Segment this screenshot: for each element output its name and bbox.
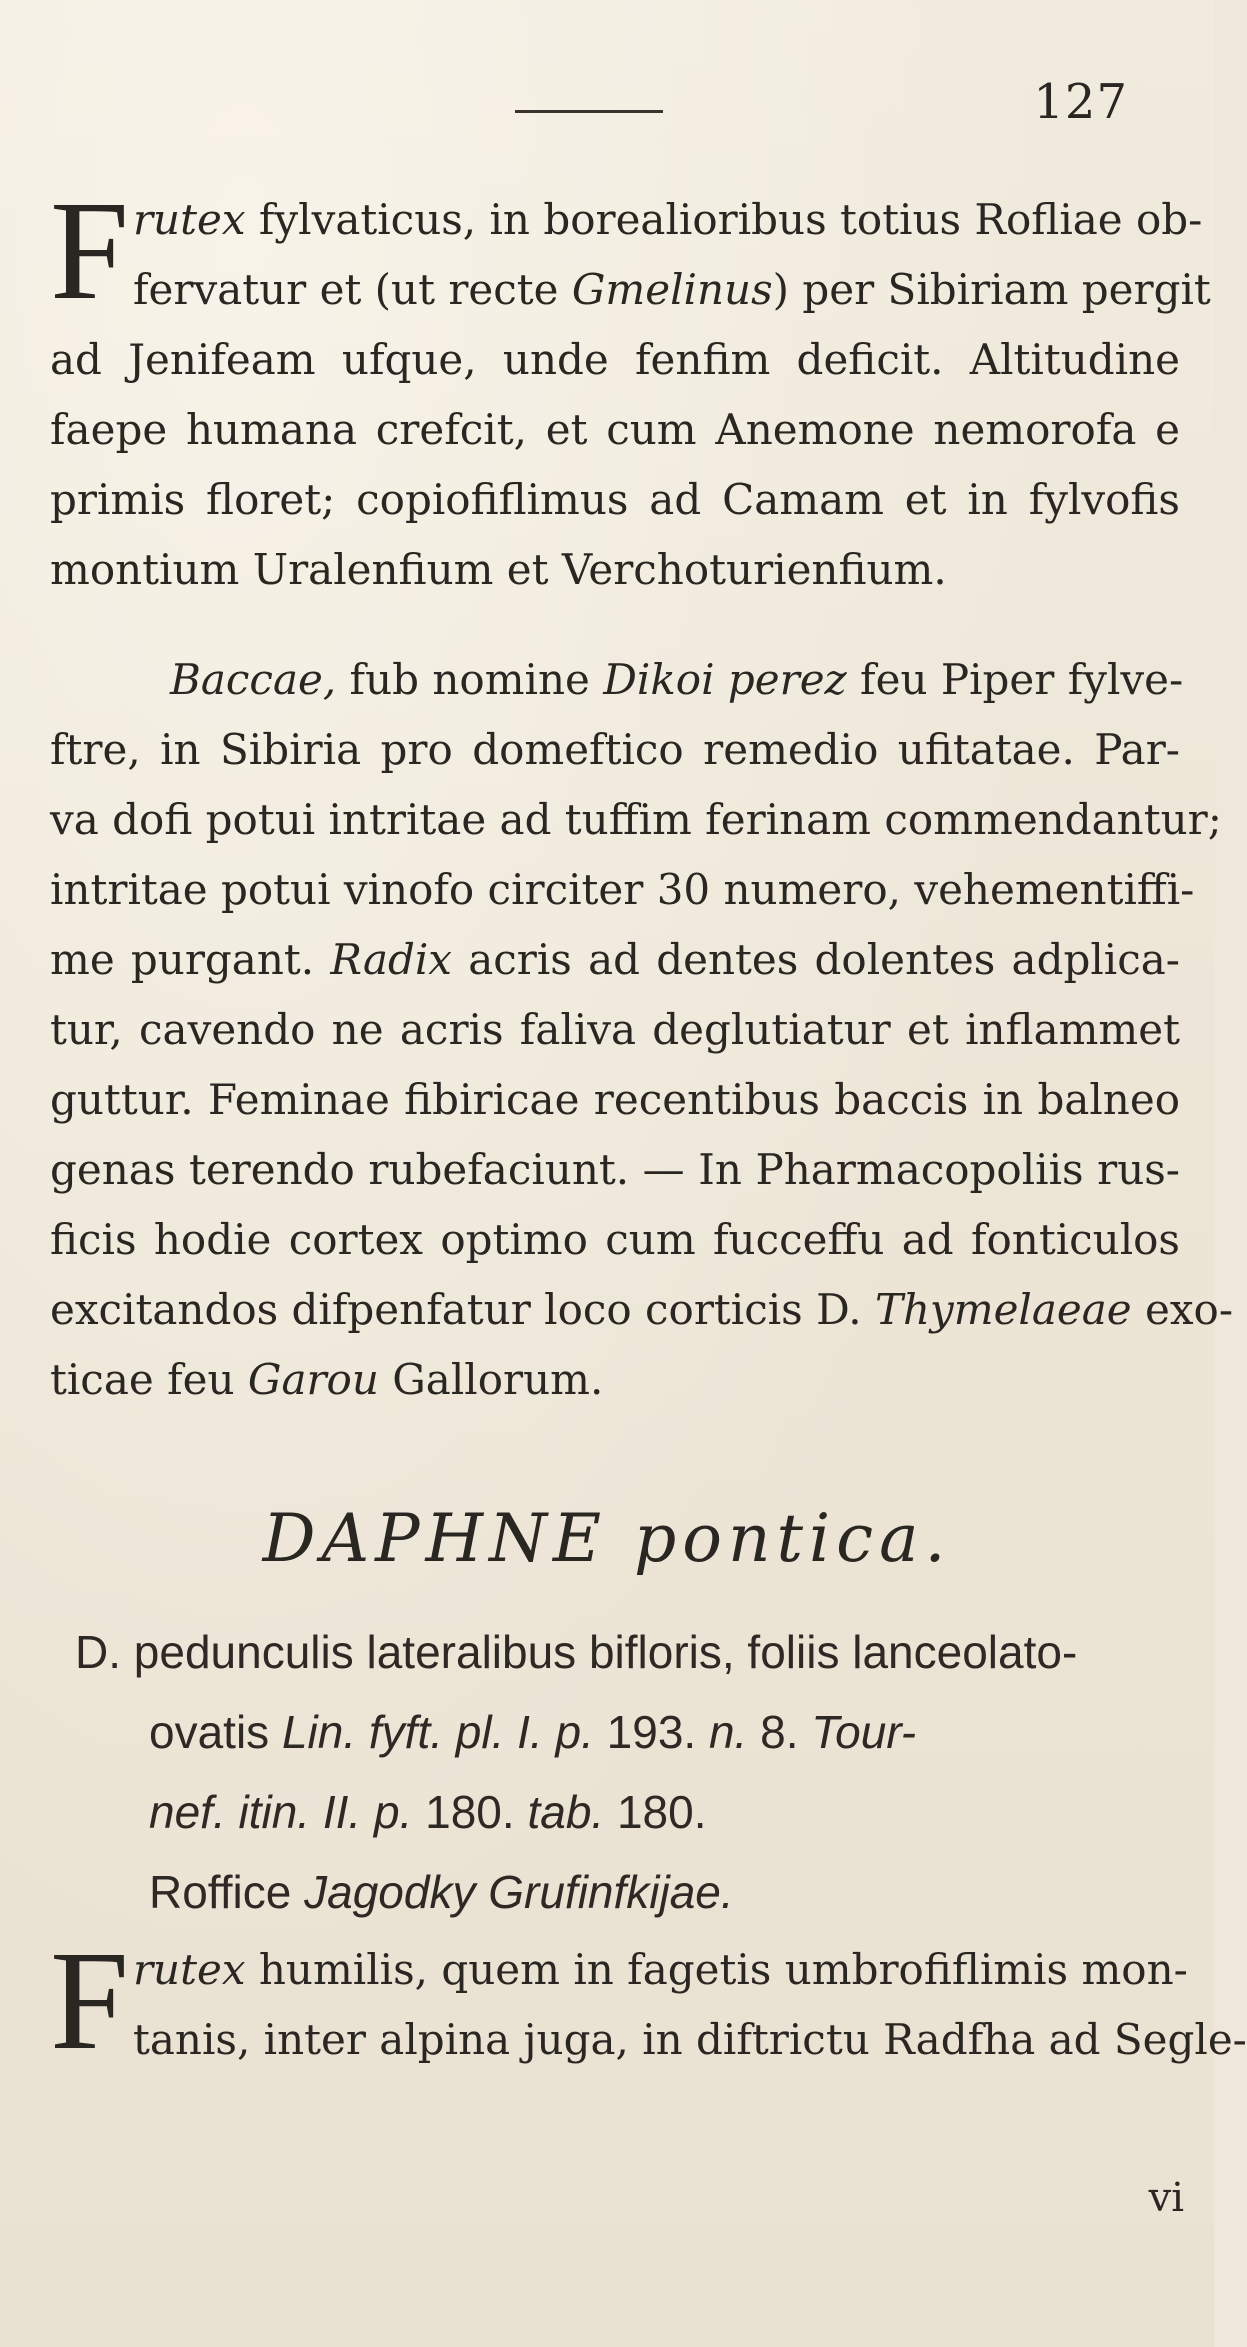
text-segment: ticae feu	[50, 1355, 248, 1404]
text-segment: montium Uralenfium et Verchoturienfium.	[50, 545, 947, 594]
text-segment: feu Piper fylve-	[846, 655, 1184, 704]
text-line	[50, 535, 1180, 605]
text-segment: acris ad dentes dolentes adplica-	[452, 935, 1180, 984]
text-line	[50, 1935, 1188, 2005]
italic-text: Baccae,	[170, 655, 337, 704]
italic-text: nef. itin. II. p.	[149, 1786, 413, 1838]
italic-text: Thymelaeae	[874, 1285, 1132, 1334]
text-segment: 180.	[412, 1786, 528, 1838]
text-segment: tanis, inter alpina juga, in diftrictu Radfha ad Segle-	[132, 2015, 1247, 2064]
text-line	[75, 1692, 1175, 1772]
text-segment: ficis hodie cortex optimo cum fucceffu ad fonticulos	[50, 1215, 1180, 1264]
paragraph-3	[50, 1921, 1247, 2079]
paragraph-1-lines	[50, 171, 1211, 605]
text-line	[50, 925, 1180, 995]
text-line	[50, 645, 1184, 715]
text-line	[50, 185, 1203, 255]
text-segment: fub nomine	[336, 655, 604, 704]
text-segment: tur, cavendo ne acris faliva deglutiatur et inflammet	[50, 1005, 1180, 1054]
text-segment: Roffice	[149, 1866, 305, 1918]
page-number: 127	[1033, 74, 1128, 130]
text-line	[50, 855, 1195, 925]
text-segment: intritae potui vinofo circiter 30 numero, vehementiffi-	[50, 865, 1195, 914]
paragraph-1	[50, 171, 1211, 605]
species-diagnosis	[75, 1612, 1175, 1932]
text-line	[75, 1852, 1175, 1932]
italic-text: Tour-	[811, 1706, 917, 1758]
text-segment: me purgant.	[50, 935, 331, 984]
text-segment: fylvaticus, in borealioribus totius Rofliae ob-	[245, 195, 1203, 244]
text-line	[50, 785, 1222, 855]
text-segment: 8.	[747, 1706, 812, 1758]
italic-text: Lin. fyft. pl. I. p.	[281, 1706, 594, 1758]
italic-text: Jagodky Grufinfkijae.	[304, 1866, 734, 1918]
text-line	[50, 1065, 1180, 1135]
text-line	[75, 1772, 1175, 1852]
italic-text: n.	[708, 1706, 748, 1758]
italic-text: Radix	[330, 935, 452, 984]
italic-text: Dikoi perez	[603, 655, 847, 704]
text-line	[50, 1205, 1180, 1275]
text-line	[50, 325, 1180, 395]
paragraph-2	[50, 645, 1234, 1415]
text-segment: ) per Sibiriam pergit	[772, 265, 1211, 314]
text-segment: 180.	[604, 1786, 707, 1838]
text-segment: Gallorum.	[378, 1355, 604, 1404]
italic-text: tab.	[527, 1786, 605, 1838]
italic-text: rutex	[132, 1945, 246, 1994]
text-segment: va dofi potui intritae ad tuffim ferinam commendantur;	[50, 795, 1222, 844]
text-segment: D. pedunculis lateralibus bifloris, foliis lanceolato-	[75, 1626, 1078, 1678]
text-segment: ovatis	[149, 1706, 282, 1758]
text-segment: humilis, quem in fagetis umbrofiflimis mon-	[245, 1945, 1188, 1994]
text-line	[50, 715, 1180, 785]
text-segment: ad Jenifeam ufque, unde fenfim deficit. Altitudine	[50, 335, 1180, 384]
text-line	[50, 465, 1180, 535]
text-line	[50, 1135, 1180, 1205]
italic-text: Garou	[247, 1355, 379, 1404]
text-segment: primis floret; copiofiflimus ad Camam et in fylvofis	[50, 475, 1180, 524]
text-line	[75, 1612, 1175, 1692]
text-line	[50, 2005, 1247, 2075]
text-segment: 193.	[593, 1706, 709, 1758]
section-title: DAPHNE pontica.	[262, 1500, 952, 1577]
italic-text: Gmelinus	[571, 265, 773, 314]
text-segment: fervatur et (ut recte	[132, 265, 572, 314]
drop-cap-2: F	[50, 1921, 129, 2079]
drop-cap: F	[50, 171, 129, 329]
text-segment: exo-	[1131, 1285, 1234, 1334]
italic-text: rutex	[132, 195, 246, 244]
paragraph-3-lines	[50, 1921, 1247, 2079]
text-segment: genas terendo rubefaciunt. — In Pharmacopoliis rus-	[50, 1145, 1180, 1194]
text-line	[50, 255, 1211, 325]
text-segment: ftre, in Sibiria pro domeftico remedio ufitatae. Par-	[50, 725, 1180, 774]
text-segment: guttur. Feminae fibiricae recentibus baccis in balneo	[50, 1075, 1180, 1124]
text-segment: excitandos difpenfatur loco corticis D.	[50, 1285, 875, 1334]
header-rule	[515, 110, 663, 113]
paragraph-2-lines	[50, 645, 1234, 1415]
text-line	[50, 1275, 1234, 1345]
text-segment: faepe humana crefcit, et cum Anemone nemorofa e	[50, 405, 1180, 454]
text-line	[50, 1345, 1180, 1415]
catchword: vi	[1148, 2175, 1184, 2221]
text-line	[50, 395, 1180, 465]
text-line	[50, 995, 1180, 1065]
